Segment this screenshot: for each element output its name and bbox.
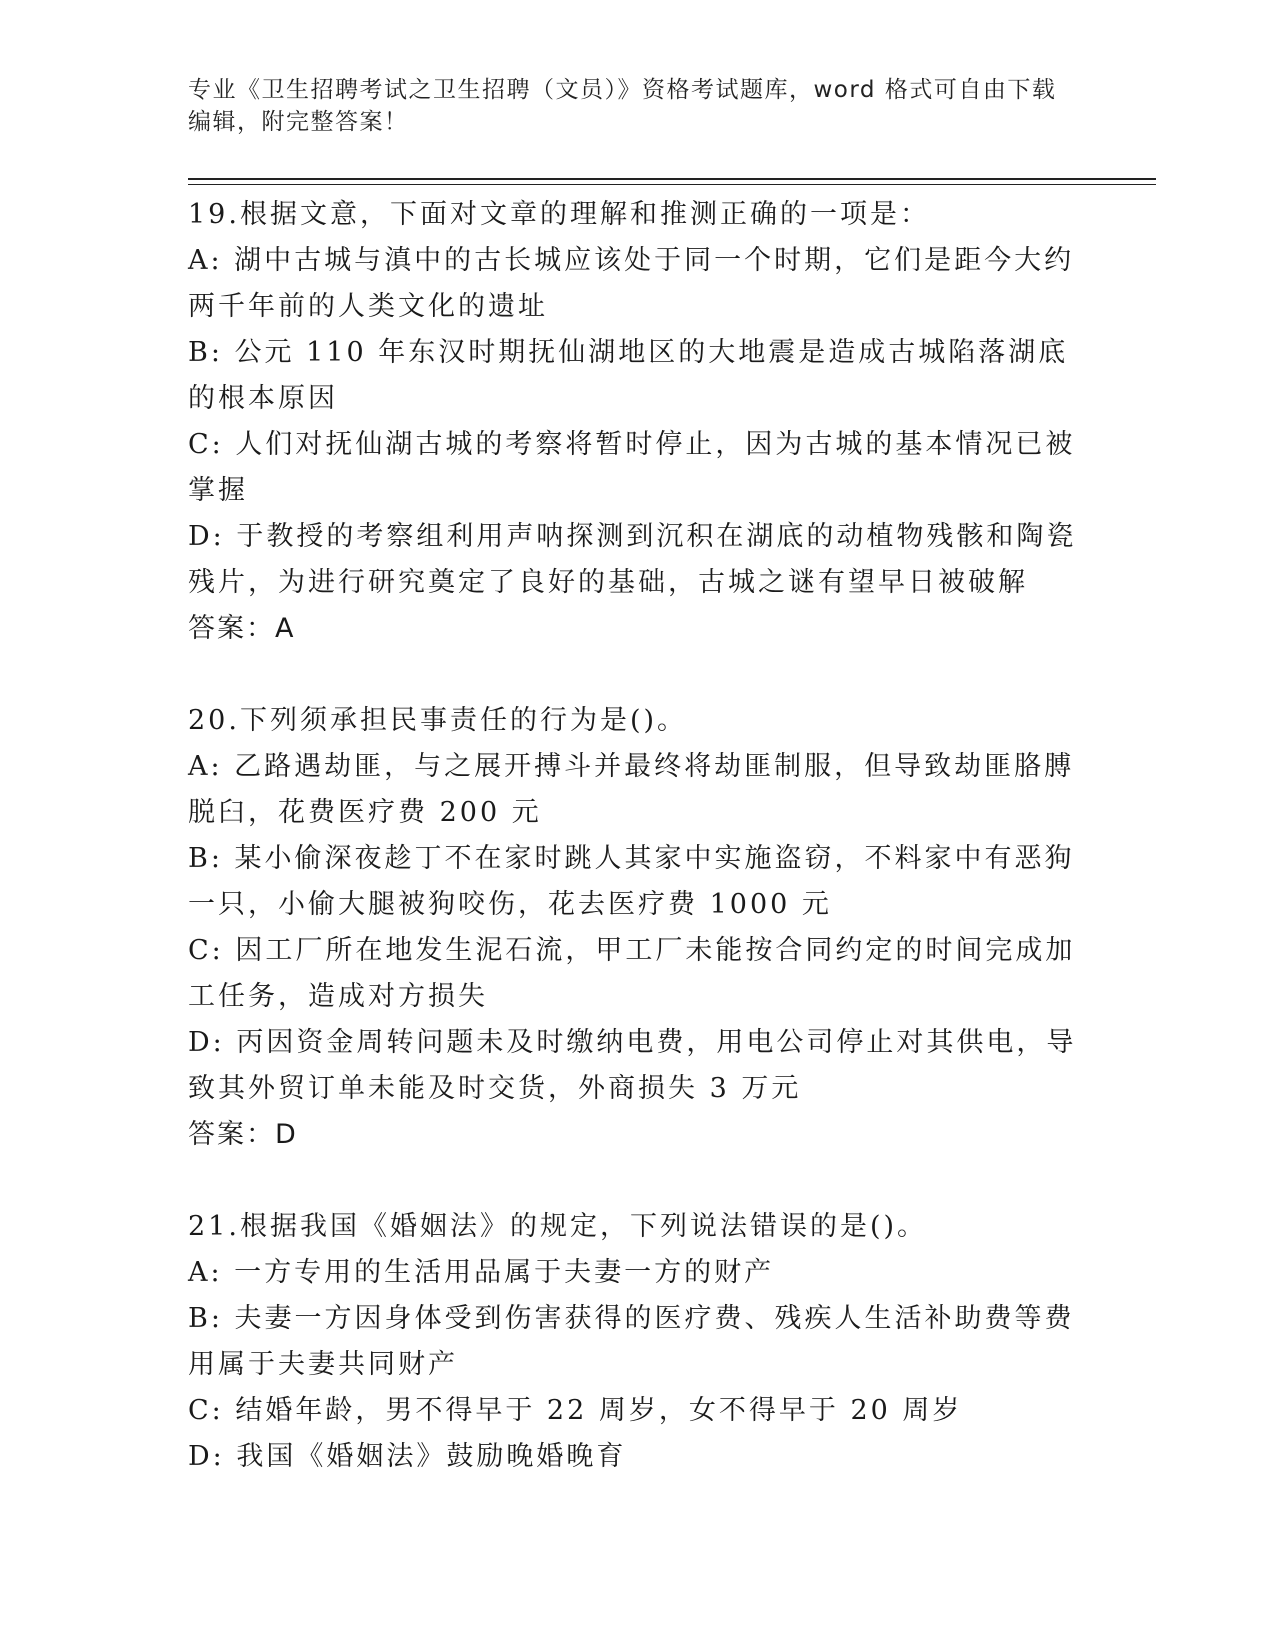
question-20 xyxy=(188,698,1088,1158)
option-c: C: 结婚年龄，男不得早于 22 周岁，女不得早于 20 周岁 xyxy=(188,1395,963,1426)
question-stem: 20.下列须承担民事责任的行为是()。 xyxy=(188,705,688,736)
option-c: C: 人们对抚仙湖古城的考察将暂时停止，因为古城的基本情况已被掌握 xyxy=(188,429,1076,506)
option-d: D: 于教授的考察组利用声呐探测到沉积在湖底的动植物残骸和陶瓷残片，为进行研究奠定了良好的基础，古城之谜有望早日被破解 xyxy=(188,521,1077,598)
question-21 xyxy=(188,1204,1088,1480)
answer: 答案：D xyxy=(188,1119,298,1150)
header-line-2: 编辑，附完整答案！ xyxy=(188,109,409,135)
header-divider-thin xyxy=(188,184,1156,185)
question-19 xyxy=(188,192,1088,652)
option-a: A: 湖中古城与滇中的古长城应该处于同一个时期，它们是距今大约两千年前的人类文化的遗址 xyxy=(188,245,1075,322)
option-c: C: 因工厂所在地发生泥石流，甲工厂未能按合同约定的时间完成加工任务，造成对方损失 xyxy=(188,935,1076,1012)
option-b: B: 公元 110 年东汉时期抚仙湖地区的大地震是造成古城陷落湖底的根本原因 xyxy=(188,337,1069,414)
option-a: A: 一方专用的生活用品属于夫妻一方的财产 xyxy=(188,1257,775,1288)
option-b: B: 夫妻一方因身体受到伤害获得的医疗费、残疾人生活补助费等费用属于夫妻共同财产 xyxy=(188,1303,1075,1380)
document-header xyxy=(188,74,1088,138)
answer: 答案：A xyxy=(188,613,296,644)
header-line-1: 专业《卫生招聘考试之卫生招聘（文员）》资格考试题库，word 格式可自由下载 xyxy=(188,77,1057,103)
option-d: D: 丙因资金周转问题未及时缴纳电费，用电公司停止对其供电，导致其外贸订单未能及时交货，外商损失 3 万元 xyxy=(188,1027,1077,1104)
question-stem: 21.根据我国《婚姻法》的规定，下列说法错误的是()。 xyxy=(188,1211,928,1242)
question-stem: 19.根据文意，下面对文章的理解和推测正确的一项是： xyxy=(188,199,930,230)
question-list xyxy=(188,192,1088,1526)
option-d: D: 我国《婚姻法》鼓励晚婚晚育 xyxy=(188,1441,627,1472)
header-divider-thick xyxy=(188,178,1156,180)
option-a: A: 乙路遇劫匪，与之展开搏斗并最终将劫匪制服，但导致劫匪胳膊脱臼，花费医疗费 200 元 xyxy=(188,751,1075,828)
option-b: B: 某小偷深夜趁丁不在家时跳人其家中实施盗窃，不料家中有恶狗一只，小偷大腿被狗咬伤，花去医疗费 1000 元 xyxy=(188,843,1075,920)
